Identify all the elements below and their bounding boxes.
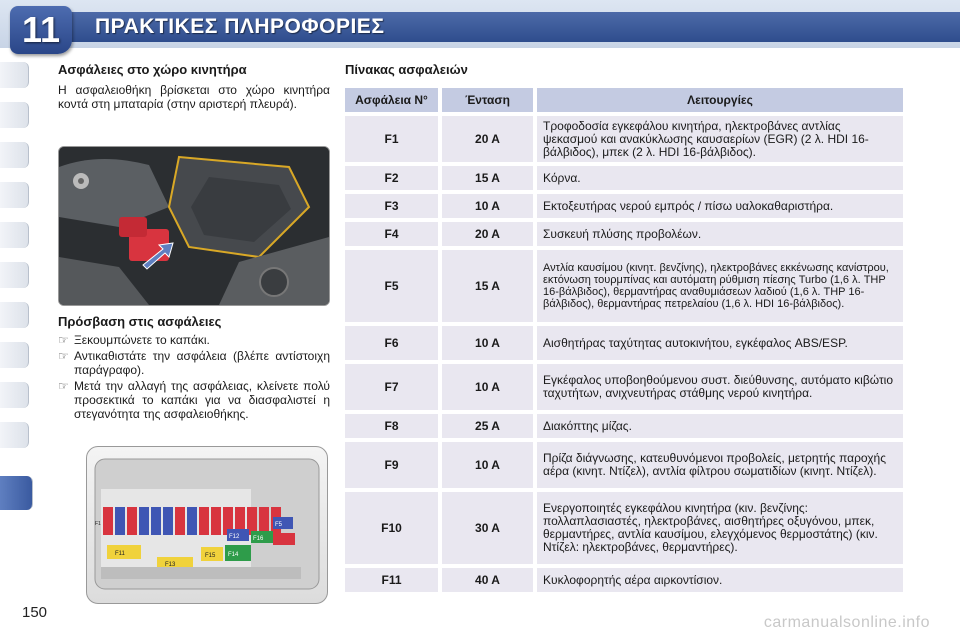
instruction-bullet xyxy=(58,333,330,347)
fuse-label: F11 xyxy=(115,551,125,557)
fuse-label: F1 xyxy=(95,521,101,527)
fuse-amperage: 40 A xyxy=(442,568,533,592)
fuse-number: F8 xyxy=(345,414,438,438)
fuse-function: Κυκλοφορητής αέρα αιρκοντίσιον. xyxy=(537,568,903,592)
fuse-label: F16 xyxy=(253,536,264,542)
fuse-number: F4 xyxy=(345,222,438,246)
fuse-function: Εγκέφαλος υποβοηθούμενου συστ. διεύθυνσης, αυτόματο κιβώτιο ταχυτήτων, ανιχνευτήρας στάθμης νερού κινητήρα. xyxy=(537,364,903,410)
fuse-number: F7 xyxy=(345,364,438,410)
fuse-label: F15 xyxy=(205,553,216,559)
fuse-number: F3 xyxy=(345,194,438,218)
chapter-tab[interactable] xyxy=(0,262,29,288)
chapter-number-badge: 11 xyxy=(10,6,72,54)
table-row xyxy=(345,326,903,360)
engine-fuses-section xyxy=(58,62,330,111)
fuse-function: Τροφοδοσία εγκεφάλου κινητήρα, ηλεκτροβάνες αντλίας ψεκασμού και ανακύκλωσης καυσαερίων (EGR) (2 λ. HDI 16-βάλβιδος), μπεκ (2 λ. HDI 16-βάλβιδος). xyxy=(537,116,903,162)
chapter-tab[interactable] xyxy=(0,102,29,128)
chapter-tab[interactable] xyxy=(0,302,29,328)
fuse-function: Συσκευή πλύσης προβολέων. xyxy=(537,222,903,246)
fuse-label: F14 xyxy=(228,552,239,558)
fuse-number: F5 xyxy=(345,250,438,322)
watermark: carmanualsonline.info xyxy=(763,614,930,631)
table-row xyxy=(345,414,903,438)
fuse-amperage: 15 A xyxy=(442,250,533,322)
chapter-tab[interactable] xyxy=(0,222,29,248)
fuse-function: Αισθητήρας ταχύτητας αυτοκινήτου, εγκέφαλος ABS/ESP. xyxy=(537,326,903,360)
page-number: 150 xyxy=(22,604,48,621)
fuse-function: Κόρνα. xyxy=(537,166,903,190)
hand-pointer-icon: ☞ xyxy=(58,349,69,363)
chapter-tab[interactable] xyxy=(0,422,29,448)
fuse-amperage: 20 A xyxy=(442,116,533,162)
fuse-function: Αντλία καυσίμου (κινητ. βενζίνης), ηλεκτροβάνες εκκένωσης κανίστρου, εκτόνωση τουρμπίνας και αυτόματη ρύθμιση πίεσης Turbo (1,6 λ. THP 16-βάλβιδος), θερμαντήρας αναθυμιάσεων λαδιού (1,6 λ. THP 16-βάλβιδος), θερμαντήρας πετρελαίου (1,6 λ. HDI 16-βάλβιδος). xyxy=(537,250,903,322)
fuse-function: Εκτοξευτήρας νερού εμπρός / πίσω υαλοκαθαριστήρα. xyxy=(537,194,903,218)
fuse-amperage: 25 A xyxy=(442,414,533,438)
fuse-amperage: 10 A xyxy=(442,194,533,218)
fuse-number: F1 xyxy=(345,116,438,162)
fuse-table-title: Πίνακας ασφαλειών xyxy=(345,62,468,77)
fuse-label: F5 xyxy=(275,522,283,528)
fuse-table-header xyxy=(345,88,903,112)
fusebox-diagram xyxy=(86,446,328,604)
hand-pointer-icon: ☞ xyxy=(58,333,69,347)
engine-bay-photo xyxy=(58,146,330,306)
fuse-amperage: 20 A xyxy=(442,222,533,246)
fusebox-layout xyxy=(87,447,327,603)
fuse-number: F10 xyxy=(345,492,438,564)
chapter-title: ΠΡΑΚΤΙΚΕΣ ΠΛΗΡΟΦΟΡΙΕΣ xyxy=(95,15,385,38)
chapter-tab[interactable] xyxy=(0,342,29,368)
chapter-tab[interactable] xyxy=(0,182,29,208)
table-row xyxy=(345,116,903,162)
fuse-amperage: 30 A xyxy=(442,492,533,564)
fuse-access-section xyxy=(58,314,330,423)
instruction-bullet xyxy=(58,349,330,377)
table-row xyxy=(345,364,903,410)
fuse-amperage: 15 A xyxy=(442,166,533,190)
table-row xyxy=(345,222,903,246)
section-title: Ασφάλειες στο χώρο κινητήρα xyxy=(58,62,247,77)
column-header-functions: Λειτουργίες xyxy=(537,88,903,112)
bullet-text: Ξεκουμπώνετε το καπάκι. xyxy=(74,333,210,347)
fuse-number: F11 xyxy=(345,568,438,592)
instruction-bullet xyxy=(58,379,330,421)
table-row xyxy=(345,568,903,592)
engine-bay-illustration xyxy=(59,147,329,305)
table-row xyxy=(345,194,903,218)
column-header-amperage: Ένταση xyxy=(442,88,533,112)
fuse-number: F9 xyxy=(345,442,438,488)
chapter-tab-active[interactable] xyxy=(0,476,33,510)
hand-pointer-icon: ☞ xyxy=(58,379,69,393)
section-paragraph: Η ασφαλειοθήκη βρίσκεται στο χώρο κινητήρα κοντά στη μπαταρία (στην αριστερή πλευρά). xyxy=(58,83,330,111)
fuse-function: Πρίζα διάγνωσης, κατευθυνόμενοι προβολείς, μετρητής παροχής αέρα (κινητ. Ντίζελ), αντλία φίλτρου σωματιδίων (κινητ. Ντίζελ). xyxy=(537,442,903,488)
section-title: Πρόσβαση στις ασφάλειες xyxy=(58,314,222,329)
chapter-tab[interactable] xyxy=(0,382,29,408)
fuse-number: F6 xyxy=(345,326,438,360)
table-row xyxy=(345,492,903,564)
fuse-amperage: 10 A xyxy=(442,364,533,410)
fuse-function: Ενεργοποιητές εγκεφάλου κινητήρα (κιν. βενζίνης: πολλαπλασιαστές, ηλεκτροβάνες, αισθητήρες οξυγόνου, μπεκ, θερμαντήρες, αντλία καυσίμου, ελεγχόμενος θερμοστάτης) (κιν. Ντίζελ: ηλεκτροβάνες, θερμαντήρες). xyxy=(537,492,903,564)
chapter-tab[interactable] xyxy=(0,142,29,168)
fuse-label: F13 xyxy=(165,562,176,568)
bullet-text: Μετά την αλλαγή της ασφάλειας, κλείνετε πολύ προσεκτικά το καπάκι για να διασφαλιστεί η στεγανότητα της ασφαλειοθήκης. xyxy=(74,379,330,421)
fuse-amperage: 10 A xyxy=(442,326,533,360)
fuse-label: F12 xyxy=(229,534,240,540)
chapter-tabs xyxy=(0,62,36,582)
column-header-fuse: Ασφάλεια N° xyxy=(345,88,438,112)
table-row xyxy=(345,166,903,190)
bullet-text: Αντικαθιστάτε την ασφάλεια (βλέπε αντίστοιχη παράγραφο). xyxy=(74,349,330,377)
chapter-tab[interactable] xyxy=(0,62,29,88)
fuse-function: Διακόπτης μίζας. xyxy=(537,414,903,438)
fuse-number: F2 xyxy=(345,166,438,190)
table-row xyxy=(345,250,903,322)
fuse-amperage: 10 A xyxy=(442,442,533,488)
table-row xyxy=(345,442,903,488)
